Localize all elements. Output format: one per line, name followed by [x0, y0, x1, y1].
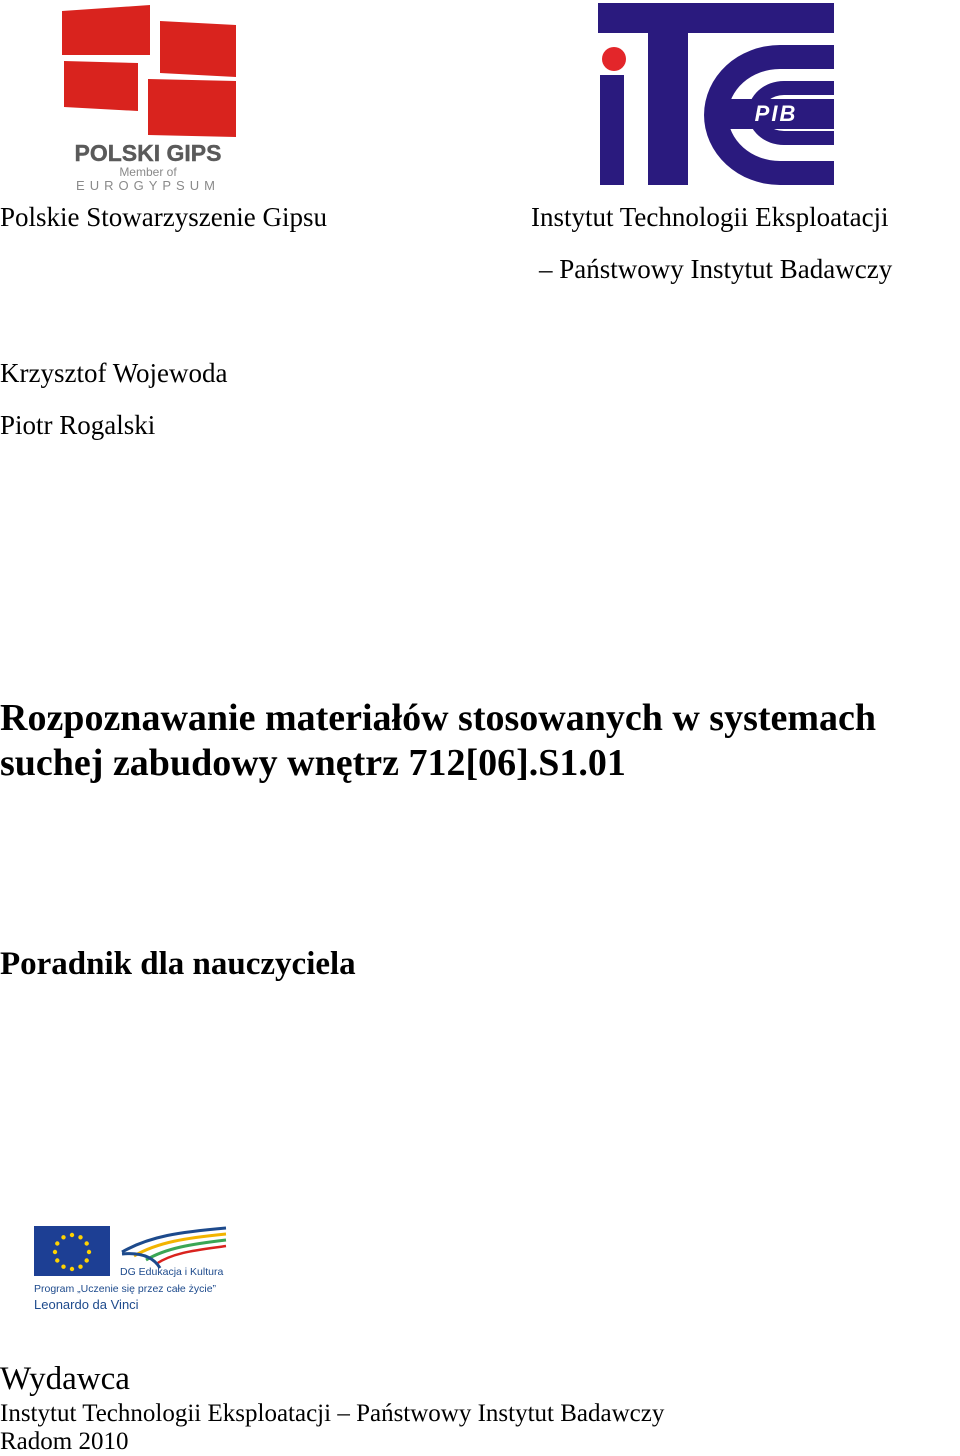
publisher-name: Instytut Technologii Eksploatacji – Państwowy Instytut Badawczy [0, 1400, 665, 1427]
document-title-line2: suchej zabudowy wnętrz 712[06].S1.01 [0, 742, 626, 784]
document-subtitle: Poradnik dla nauczyciela [0, 946, 356, 982]
publisher-label: Wydawca [0, 1361, 130, 1397]
polski-gips-member-text: Member of [119, 165, 177, 179]
left-organization-name: Polskie Stowarzyszenie Gipsu [0, 202, 327, 232]
leonardo-text: Leonardo da Vinci [34, 1297, 139, 1312]
lifelong-learning-swoosh-icon [122, 1228, 226, 1268]
dg-education-text: DG Edukacja i Kultura [120, 1266, 224, 1278]
right-organization-name-line2: – Państwowy Instytut Badawczy [539, 254, 893, 284]
author-2: Piotr Rogalski [0, 410, 156, 440]
eu-leonardo-logo [30, 1222, 230, 1316]
polski-gips-blocks [62, 5, 236, 137]
ite-pib-mark [598, 3, 834, 185]
right-organization-name-line1: Instytut Technologii Eksploatacji [531, 202, 889, 232]
polski-gips-eurogypsum-text: EUROGYPSUM [76, 178, 220, 193]
document-title-line1: Rozpoznawanie materiałów stosowanych w systemach [0, 697, 877, 739]
ite-pib-letters: PIB [754, 101, 798, 126]
author-1: Krzysztof Wojewoda [0, 358, 228, 388]
ite-pib-logo [598, 3, 834, 185]
polski-gips-logo [58, 3, 240, 193]
eu-flag-icon [34, 1226, 110, 1276]
program-text: Program „Uczenie się przez całe życie” [34, 1283, 217, 1295]
publisher-place-year: Radom 2010 [0, 1428, 129, 1455]
polski-gips-wordmark: POLSKI GIPS [74, 140, 222, 166]
